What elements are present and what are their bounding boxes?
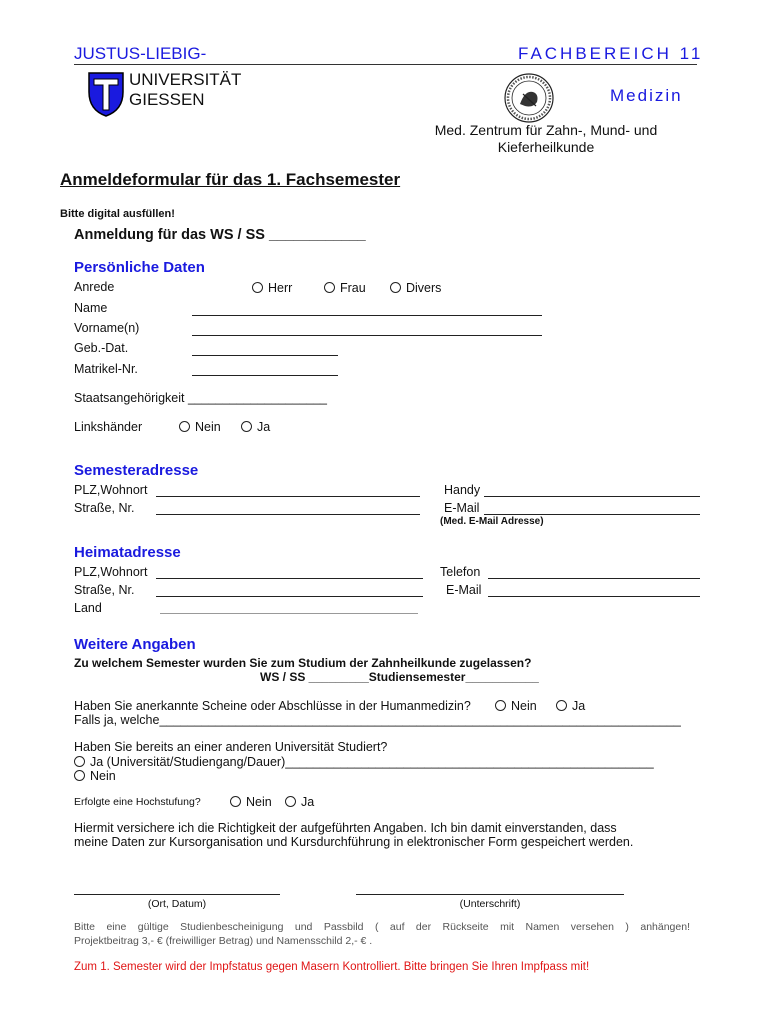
birthdate-label: Geb.-Dat. [74, 341, 129, 355]
other-uni-details-field: Ja (Universität/Studiengang/Dauer)_____________________________________________________ [90, 755, 654, 769]
radio-nein-label: Nein [195, 420, 221, 434]
radio-credits-nein[interactable] [495, 699, 537, 713]
home-street-field[interactable] [156, 596, 423, 597]
radio-circle-icon [241, 421, 252, 432]
credits-which-field[interactable]: Falls ja, welche___________________________________________________________________________ [74, 713, 681, 727]
radio-lefthanded-nein[interactable] [179, 420, 221, 434]
lefthanded-label: Linkshänder [74, 420, 143, 434]
radio-ja-label: Ja [572, 699, 586, 713]
declaration-line2: meine Daten zur Kursorganisation und Kursdurchführung in elektronischer Form gespeichert werden. [74, 835, 634, 849]
radio-circle-icon [74, 756, 85, 767]
other-university-question: Haben Sie bereits an einer anderen Universität Studiert? [74, 740, 388, 754]
center-name-line2: Kieferheilkunde [497, 139, 595, 155]
fill-instruction: Bitte digital ausfüllen! [60, 208, 175, 220]
faculty-seal [503, 72, 555, 124]
radio-lefthanded-ja[interactable] [241, 420, 270, 434]
radio-other-uni-nein[interactable] [74, 769, 116, 783]
salutation-label: Anrede [74, 280, 115, 294]
semester-zip-field[interactable] [156, 496, 420, 497]
nationality-field[interactable]: Staatsangehörigkeit ____________________ [74, 391, 328, 405]
matriculation-label: Matrikel-Nr. [74, 362, 138, 376]
department-name: Medizin [610, 86, 683, 105]
radio-circle-icon [556, 700, 567, 711]
radio-circle-icon [495, 700, 506, 711]
radio-nein-label: Nein [511, 699, 537, 713]
semester-street-field[interactable] [156, 514, 420, 515]
radio-credits-ja[interactable] [556, 699, 585, 713]
home-address-heading: Heimatadresse [74, 544, 181, 561]
radio-divers[interactable] [390, 281, 441, 295]
personal-data-heading: Persönliche Daten [74, 259, 205, 276]
country-label: Land [74, 601, 102, 615]
radio-herr-label: Herr [268, 281, 293, 295]
radio-promotion-nein[interactable] [230, 795, 272, 809]
radio-nein-label: Nein [90, 769, 116, 783]
radio-circle-icon [179, 421, 190, 432]
admission-question: Zu welchem Semester wurden Sie zum Studium der Zahnheilkunde zugelassen? [74, 656, 532, 670]
mobile-field[interactable] [484, 496, 700, 497]
home-email-field[interactable] [488, 596, 700, 597]
semester-email-field[interactable] [484, 514, 700, 515]
promotion-question: Erfolgte eine Hochstufung? [74, 796, 201, 808]
signature-label: (Unterschrift) [459, 898, 521, 910]
faculty-name: FACHBEREICH 11 [518, 44, 704, 63]
signature-field[interactable] [356, 894, 624, 895]
phone-field[interactable] [488, 578, 700, 579]
home-zip-label: PLZ,Wohnort [74, 565, 148, 579]
email-note: (Med. E-Mail Adresse) [440, 516, 544, 527]
radio-circle-icon [285, 796, 296, 807]
center-name-line1: Med. Zentrum für Zahn-, Mund- und [434, 122, 658, 138]
birthdate-field[interactable] [192, 355, 338, 356]
matriculation-field[interactable] [192, 375, 338, 376]
declaration-line1: Hiermit versichere ich die Richtigkeit der aufgeführten Angaben. Ich bin damit einverstanden, dass [74, 821, 617, 835]
university-logo [86, 70, 126, 118]
radio-frau-label: Frau [340, 281, 366, 295]
radio-herr[interactable] [252, 281, 292, 295]
attachments-note: Bitte eine gültige Studienbescheinigung und Passbild ( auf der Rückseite mit Namen versehen ) anhängen! [74, 921, 690, 933]
radio-circle-icon [230, 796, 241, 807]
semester-street-label: Straße, Nr. [74, 501, 135, 515]
admission-semester-field[interactable]: WS / SS _________Studiensemester___________ [260, 670, 539, 684]
place-date-label: (Ort, Datum) [147, 898, 207, 910]
radio-divers-label: Divers [406, 281, 442, 295]
radio-circle-icon [74, 770, 85, 781]
place-date-field[interactable] [74, 894, 280, 895]
radio-ja-label: Ja [301, 795, 315, 809]
credits-question: Haben Sie anerkannte Scheine oder Abschlüsse in der Humanmedizin? [74, 699, 471, 713]
university-name-line2: UNIVERSITÄT [129, 70, 242, 89]
university-name-line1: JUSTUS-LIEBIG- [74, 44, 207, 63]
radio-frau[interactable] [324, 281, 366, 295]
name-field[interactable] [192, 315, 542, 316]
vaccination-warning: Zum 1. Semester wird der Impfstatus gegen Masern Kontrolliert. Bitte bringen Sie Ihren Impfpass mit! [74, 961, 590, 973]
university-name-line3: GIESSEN [129, 90, 205, 109]
mobile-label: Handy [444, 483, 481, 497]
name-label: Name [74, 301, 108, 315]
header-rule [74, 64, 697, 65]
phone-label: Telefon [440, 565, 481, 579]
fees-note: Projektbeitrag 3,- € (freiwilliger Betrag) und Namensschild 2,- € . [74, 935, 373, 947]
firstname-label: Vorname(n) [74, 321, 140, 335]
firstname-field[interactable] [192, 335, 542, 336]
semester-zip-label: PLZ,Wohnort [74, 483, 148, 497]
form-title: Anmeldeformular für das 1. Fachsemester [60, 170, 401, 189]
radio-ja-label: Ja [257, 420, 271, 434]
radio-circle-icon [324, 282, 335, 293]
country-field[interactable] [160, 613, 418, 614]
semester-email-label: E-Mail [444, 501, 480, 515]
home-street-label: Straße, Nr. [74, 583, 135, 597]
radio-nein-label: Nein [246, 795, 272, 809]
radio-circle-icon [252, 282, 263, 293]
radio-circle-icon [390, 282, 401, 293]
home-zip-field[interactable] [156, 578, 423, 579]
further-info-heading: Weitere Angaben [74, 636, 196, 653]
registration-semester: Anmeldung für das WS / SS ____________ [74, 227, 366, 243]
semester-address-heading: Semesteradresse [74, 462, 199, 479]
radio-other-uni-ja[interactable] [74, 755, 654, 769]
home-email-label: E-Mail [446, 583, 482, 597]
radio-promotion-ja[interactable] [285, 795, 314, 809]
